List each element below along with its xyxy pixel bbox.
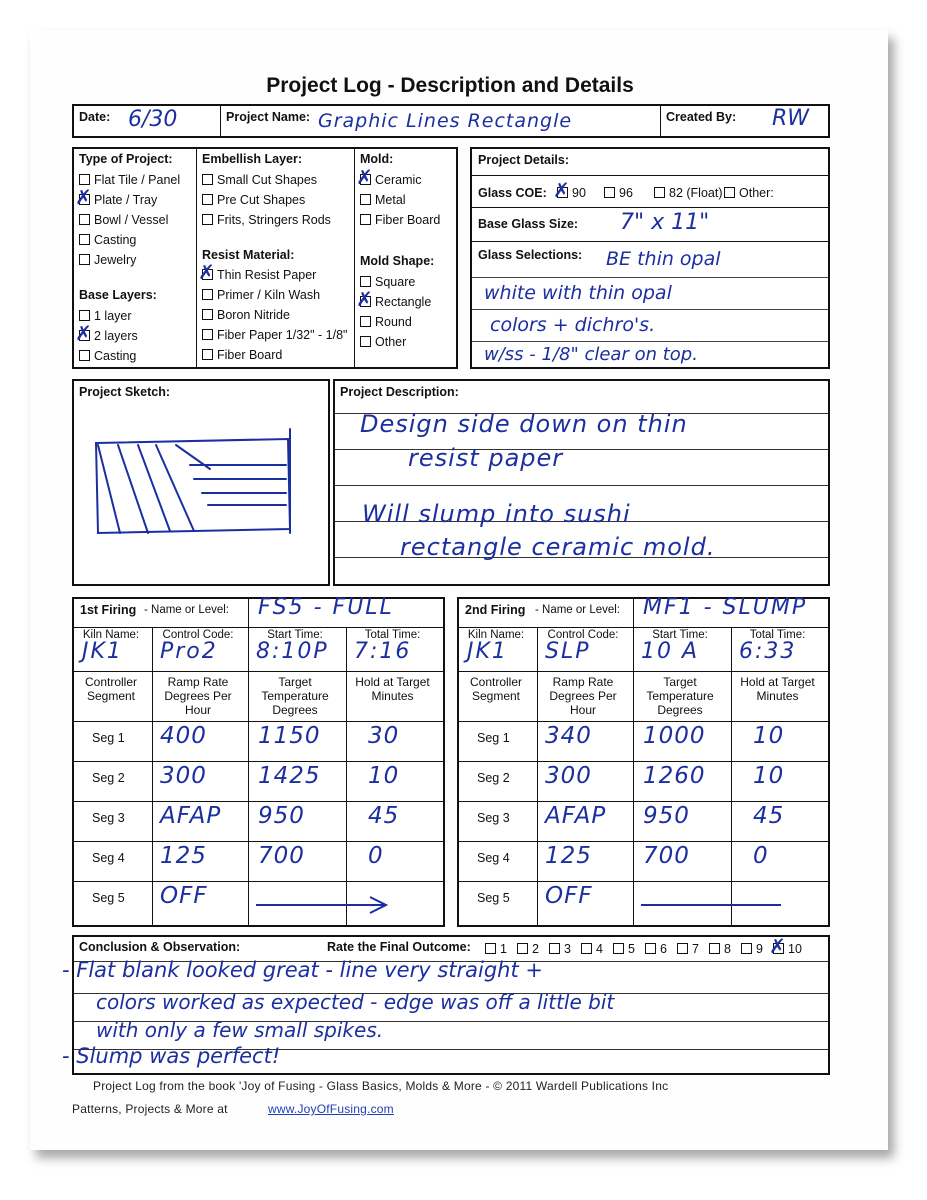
embellish-layer-label: Embellish Layer:	[202, 152, 303, 166]
column-value[interactable]: 8:10P	[256, 639, 329, 664]
conclusion-line-3[interactable]: with only a few small spikes.	[96, 1018, 384, 1042]
target-value[interactable]: 1425	[258, 763, 321, 789]
firing-label: 2nd Firing	[465, 603, 526, 617]
mold-shape-label: Mold Shape:	[360, 254, 435, 268]
col-divider	[152, 627, 153, 925]
row-divider	[459, 841, 828, 842]
segment-label: Seg 4	[477, 851, 510, 865]
rate-option-2[interactable]	[517, 942, 539, 956]
segment-label: Seg 5	[477, 891, 510, 905]
mold-option-3[interactable]	[360, 213, 440, 227]
checkbox[interactable]	[613, 943, 624, 954]
column-label: Kiln Name:	[467, 629, 525, 641]
mold-shape-option-3[interactable]	[360, 315, 412, 329]
rate-option-5[interactable]	[613, 942, 635, 956]
sub-header: Controller Segment	[469, 675, 523, 704]
checkbox[interactable]	[709, 943, 720, 954]
sub-header: Controller Segment	[84, 675, 138, 704]
segment-label: Seg 3	[477, 811, 510, 825]
base-layers-label: Base Layers:	[79, 288, 157, 302]
row-divider	[459, 627, 828, 628]
target-value[interactable]: 1000	[643, 723, 706, 749]
rate-option-4[interactable]	[581, 942, 603, 956]
ramp-value[interactable]: OFF	[160, 883, 208, 909]
checkbox[interactable]	[202, 309, 213, 320]
ramp-value[interactable]: AFAP	[545, 803, 607, 829]
checkbox[interactable]	[360, 336, 371, 347]
embellish-option-2[interactable]	[202, 193, 305, 207]
rate-option-7-label: 7	[692, 942, 699, 956]
ramp-value[interactable]: OFF	[545, 883, 593, 909]
rate-option-6-label: 6	[660, 942, 667, 956]
mold-option-1-label: Ceramic	[375, 173, 422, 187]
checkbox[interactable]	[654, 187, 665, 198]
column-label: Kiln Name:	[82, 629, 140, 641]
glass-coe-label: Glass COE:	[478, 186, 547, 200]
check-mark-icon: ✗	[75, 185, 92, 209]
checkbox[interactable]	[202, 329, 213, 340]
glass-selections-label: Glass Selections:	[478, 248, 583, 262]
mold-option-2[interactable]	[360, 193, 406, 207]
resist-option-2[interactable]	[202, 288, 320, 302]
checkbox[interactable]	[79, 214, 90, 225]
date-label: Date:	[79, 110, 111, 124]
mold-option-3-label: Fiber Board	[375, 213, 441, 227]
row-divider	[74, 627, 443, 628]
checkbox[interactable]	[549, 943, 560, 954]
hold-value[interactable]: 45	[368, 803, 400, 829]
coe-option-3-label: 82 (Float)	[669, 186, 723, 200]
segment-label: Seg 5	[92, 891, 125, 905]
mold-shape-option-4-label: Other	[375, 335, 407, 349]
checkbox[interactable]	[202, 194, 213, 205]
ramp-value[interactable]: 400	[160, 723, 207, 749]
firing-name-value[interactable]: FS5 - FULL	[258, 595, 394, 620]
type-option-3[interactable]	[79, 213, 168, 227]
conclusion-line-4[interactable]: - Slump was perfect!	[62, 1044, 281, 1068]
segment-label: Seg 1	[92, 731, 125, 745]
checkbox[interactable]	[202, 174, 213, 185]
type-option-4-label: Casting	[94, 233, 137, 247]
check-mark-icon: ✗	[75, 321, 92, 345]
type-option-2[interactable]	[75, 185, 158, 209]
col-divider	[731, 627, 732, 925]
firing-sublabel: - Name or Level:	[535, 604, 621, 616]
row-divider	[459, 671, 828, 672]
hold-value[interactable]: 10	[368, 763, 400, 789]
coe-option-1[interactable]	[553, 178, 586, 202]
target-value[interactable]: 1150	[258, 723, 321, 749]
type-option-4[interactable]	[79, 233, 136, 247]
checkbox[interactable]	[202, 289, 213, 300]
base-layer-option-2[interactable]	[75, 321, 138, 345]
rate-option-10[interactable]	[769, 934, 802, 958]
target-value[interactable]: 700	[643, 843, 690, 869]
sub-header: Ramp Rate Degrees Per Hour	[164, 675, 232, 718]
checkbox[interactable]	[517, 943, 528, 954]
row-divider	[74, 801, 443, 802]
segment-label: Seg 2	[477, 771, 510, 785]
target-value[interactable]: 950	[643, 803, 690, 829]
resist-option-3[interactable]	[202, 308, 290, 322]
conclusion-line-2[interactable]: colors worked as expected - edge was off a little bit	[96, 990, 615, 1014]
segment-label: Seg 4	[92, 851, 125, 865]
coe-option-2[interactable]	[604, 186, 633, 200]
description-line-1[interactable]: Design side down on thin	[360, 410, 688, 438]
row-divider	[459, 881, 828, 882]
check-mark-icon: ✗	[356, 165, 373, 189]
rate-option-6[interactable]	[645, 942, 667, 956]
column-value[interactable]: 7:16	[354, 639, 412, 664]
ramp-value[interactable]: 125	[545, 843, 592, 869]
sub-header: Ramp Rate Degrees Per Hour	[549, 675, 617, 718]
rate-option-10-label: 10	[788, 942, 802, 956]
hold-value[interactable]: 0	[753, 843, 769, 869]
description-line-3[interactable]: Will slump into sushi	[362, 500, 631, 528]
conclusion-label: Conclusion & Observation:	[79, 940, 241, 954]
hold-value[interactable]: 0	[368, 843, 384, 869]
check-mark-icon: ✗	[769, 934, 786, 958]
off-dash-line	[637, 893, 787, 917]
checkbox[interactable]	[677, 943, 688, 954]
ramp-value[interactable]: 125	[160, 843, 207, 869]
type-of-project-label: Type of Project:	[79, 152, 173, 166]
mold-shape-option-1-label: Square	[375, 275, 416, 289]
type-option-3-label: Bowl / Vessel	[94, 213, 169, 227]
coe-option-4-label: Other:	[739, 186, 774, 200]
resist-option-2-label: Primer / Kiln Wash	[217, 288, 321, 302]
resist-material-label: Resist Material:	[202, 248, 295, 262]
col-divider	[633, 599, 634, 627]
column-value[interactable]: SLP	[545, 639, 591, 664]
target-value[interactable]: 950	[258, 803, 305, 829]
row-divider	[74, 841, 443, 842]
embellish-option-1[interactable]	[202, 173, 317, 187]
firing-sublabel: - Name or Level:	[144, 604, 230, 616]
resist-option-5-label: Fiber Board	[217, 348, 283, 362]
firing-label: 1st Firing	[80, 603, 137, 617]
base-layer-option-1-label: 1 layer	[94, 309, 132, 323]
conclusion-line-1[interactable]: - Flat blank looked great - line very straight +	[62, 958, 543, 982]
sub-header: Hold at Target Minutes	[740, 675, 815, 704]
column-label: Start Time:	[652, 629, 708, 641]
rate-option-2-label: 2	[532, 942, 539, 956]
row-divider	[459, 761, 828, 762]
sub-header: Hold at Target Minutes	[355, 675, 430, 704]
column-value[interactable]: JK1	[82, 639, 123, 664]
type-option-5-label: Jewelry	[94, 253, 137, 267]
row-divider	[74, 721, 443, 722]
coe-option-2-label: 96	[619, 186, 633, 200]
rate-option-4-label: 4	[596, 942, 603, 956]
rate-option-8-label: 8	[724, 942, 731, 956]
page-title: Project Log - Description and Details	[266, 74, 634, 97]
hold-value[interactable]: 10	[753, 763, 785, 789]
glass-selections-line-1[interactable]: BE thin opal	[606, 248, 721, 270]
ramp-value[interactable]: 300	[545, 763, 592, 789]
created-by-label: Created By:	[666, 110, 737, 124]
column-label: Start Time:	[267, 629, 323, 641]
ramp-value[interactable]: 300	[160, 763, 207, 789]
coe-option-4[interactable]	[724, 186, 774, 200]
checkbox[interactable]	[79, 174, 90, 185]
column-label: Control Code:	[162, 629, 234, 641]
column-value[interactable]: Pro2	[160, 639, 218, 664]
segment-label: Seg 3	[92, 811, 125, 825]
column-label: Total Time:	[364, 629, 421, 641]
rate-option-5-label: 5	[628, 942, 635, 956]
checkbox[interactable]	[724, 187, 735, 198]
rate-outcome-label: Rate the Final Outcome:	[327, 940, 471, 954]
project-name-label: Project Name:	[226, 110, 311, 124]
description-line-4[interactable]: rectangle ceramic mold.	[400, 533, 716, 561]
col-divider	[633, 627, 634, 925]
checkbox[interactable]	[581, 943, 592, 954]
checkbox[interactable]	[604, 187, 615, 198]
column-value[interactable]: 6:33	[739, 639, 797, 664]
embellish-option-3-label: Frits, Stringers Rods	[217, 213, 331, 227]
col-divider	[248, 599, 249, 627]
col-divider	[537, 627, 538, 925]
row-divider	[74, 881, 443, 882]
col-divider	[346, 627, 347, 925]
type-option-2-label: Plate / Tray	[94, 193, 158, 207]
firing-name-value[interactable]: MF1 - SLUMP	[643, 595, 808, 620]
resist-option-3-label: Boron Nitride	[217, 308, 290, 322]
rate-option-1-label: 1	[500, 942, 507, 956]
glass-selections-line-4[interactable]: w/ss - 1/8" clear on top.	[484, 344, 698, 365]
type-option-5[interactable]	[79, 253, 136, 267]
project-description-label: Project Description:	[340, 385, 459, 399]
coe-option-3[interactable]	[654, 186, 723, 200]
rate-option-3-label: 3	[564, 942, 571, 956]
rate-option-9-label: 9	[756, 942, 763, 956]
mold-label: Mold:	[360, 152, 394, 166]
footer-credit: Project Log from the book 'Joy of Fusing - Glass Basics, Molds & More - © 2011 Wardell Publications Inc	[93, 1079, 669, 1093]
mold-option-2-label: Metal	[375, 193, 406, 207]
rate-option-3[interactable]	[549, 942, 571, 956]
checkbox[interactable]	[79, 350, 90, 361]
checkbox[interactable]	[79, 254, 90, 265]
checkbox[interactable]	[202, 349, 213, 360]
base-glass-size-label: Base Glass Size:	[478, 217, 579, 231]
project-sketch-drawing	[90, 425, 300, 545]
rate-option-9[interactable]	[741, 942, 763, 956]
column-value[interactable]: 10 A	[641, 639, 700, 664]
row-divider	[74, 671, 443, 672]
project-sketch-label: Project Sketch:	[79, 385, 171, 399]
checkbox[interactable]	[485, 943, 496, 954]
embellish-option-2-label: Pre Cut Shapes	[217, 193, 306, 207]
sub-header: Target Temperature Degrees	[646, 675, 714, 718]
base-glass-size-value[interactable]: 7" x 11"	[620, 210, 710, 235]
rate-option-7[interactable]	[677, 942, 699, 956]
type-option-1-label: Flat Tile / Panel	[94, 173, 181, 187]
segment-label: Seg 2	[92, 771, 125, 785]
checkbox[interactable]	[360, 276, 371, 287]
resist-option-5[interactable]	[202, 348, 282, 362]
resist-option-4[interactable]	[202, 328, 347, 342]
target-value[interactable]: 700	[258, 843, 305, 869]
project-name-value[interactable]: Graphic Lines Rectangle	[318, 110, 573, 132]
glass-selections-line-2[interactable]: white with thin opal	[484, 282, 672, 304]
check-mark-icon: ✗	[198, 260, 215, 284]
hold-value[interactable]: 10	[753, 723, 785, 749]
column-label: Control Code:	[547, 629, 619, 641]
checkbox[interactable]	[360, 194, 371, 205]
target-value[interactable]: 1260	[643, 763, 706, 789]
hold-value[interactable]: 45	[753, 803, 785, 829]
check-mark-icon: ✗	[356, 287, 373, 311]
column-value[interactable]: JK1	[467, 639, 508, 664]
date-value[interactable]: 6/30	[128, 107, 178, 132]
checkbox[interactable]	[360, 214, 371, 225]
resist-option-1-label: Thin Resist Paper	[217, 268, 317, 282]
rate-option-8[interactable]	[709, 942, 731, 956]
resist-option-1[interactable]	[198, 260, 317, 284]
mold-shape-option-2[interactable]	[356, 287, 432, 311]
mold-option-1[interactable]	[356, 165, 422, 189]
checkbox[interactable]	[79, 234, 90, 245]
mold-shape-option-3-label: Round	[375, 315, 412, 329]
col-divider	[248, 627, 249, 925]
ramp-value[interactable]: AFAP	[160, 803, 222, 829]
checkbox[interactable]	[645, 943, 656, 954]
rate-option-1[interactable]	[485, 942, 507, 956]
hold-value[interactable]: 30	[368, 723, 400, 749]
description-line-2[interactable]: resist paper	[408, 444, 564, 472]
embellish-option-3[interactable]	[202, 213, 331, 227]
check-mark-icon: ✗	[553, 178, 570, 202]
footer-link[interactable]: www.JoyOfFusing.com	[268, 1102, 394, 1116]
row-divider	[459, 721, 828, 722]
row-divider	[74, 761, 443, 762]
ramp-value[interactable]: 340	[545, 723, 592, 749]
column-label: Total Time:	[749, 629, 806, 641]
checkbox[interactable]	[360, 316, 371, 327]
base-layer-option-3[interactable]	[79, 349, 136, 363]
project-details-label: Project Details:	[478, 153, 570, 167]
checkbox[interactable]	[202, 214, 213, 225]
footer-patterns-text: Patterns, Projects & More at	[72, 1102, 228, 1116]
coe-option-1-label: 90	[572, 186, 586, 200]
base-layer-option-3-label: Casting	[94, 349, 137, 363]
checkbox[interactable]	[741, 943, 752, 954]
glass-selections-line-3[interactable]: colors + dichro's.	[490, 314, 656, 336]
created-by-value[interactable]: RW	[772, 106, 810, 131]
mold-shape-option-2-label: Rectangle	[375, 295, 432, 309]
checkbox[interactable]	[79, 310, 90, 321]
embellish-option-1-label: Small Cut Shapes	[217, 173, 318, 187]
sub-header: Target Temperature Degrees	[261, 675, 329, 718]
off-arrow-icon	[252, 893, 402, 917]
base-layer-option-2-label: 2 layers	[94, 329, 138, 343]
resist-option-4-label: Fiber Paper 1/32" - 1/8"	[217, 328, 348, 342]
segment-label: Seg 1	[477, 731, 510, 745]
type-option-1[interactable]	[79, 173, 180, 187]
row-divider	[459, 801, 828, 802]
mold-shape-option-4[interactable]	[360, 335, 406, 349]
